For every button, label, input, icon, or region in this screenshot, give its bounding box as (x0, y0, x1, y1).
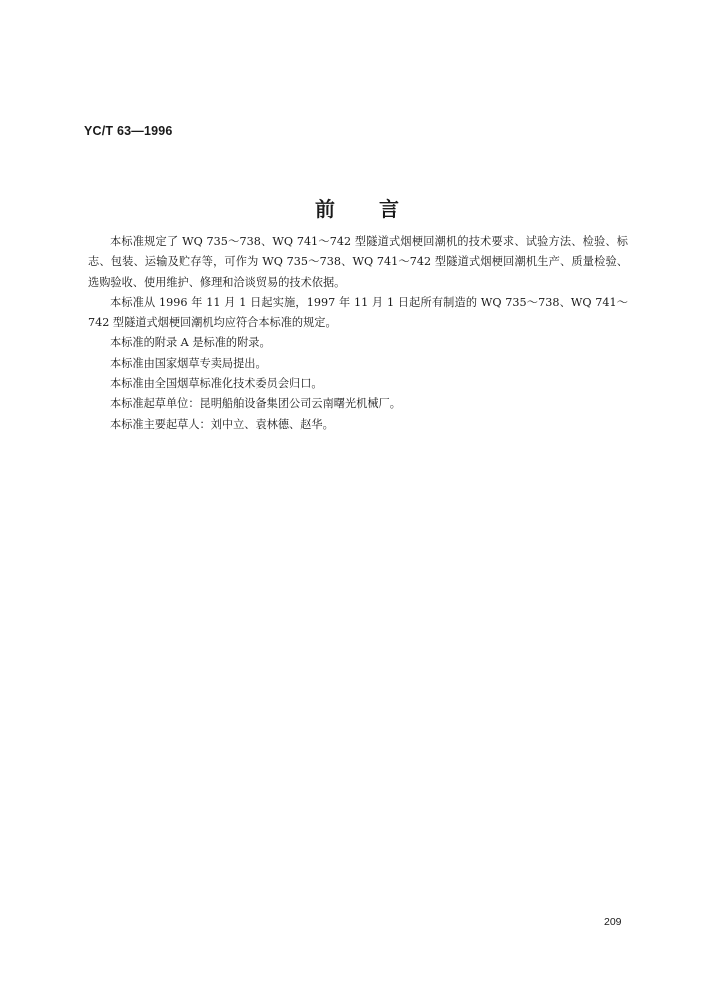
paragraph-appendix: 本标准的附录 A 是标准的附录。 (110, 336, 271, 350)
paragraph-scope: 本标准规定了 WQ 735～738、WQ 741～742 型隧道式烟梗回潮机的技术要求、试验方法、检验、标志、包装、运输及贮存等，可作为 WQ 735～738、WQ 741～742 型隧道式烟梗回潮机生产、质量检验、选购验收、使用维护、修理和洽谈贸易的技术依据。 (88, 235, 628, 289)
document-code: YC/T 63—1996 (84, 124, 173, 138)
paragraph-drafters: 本标准主要起草人：刘中立、袁林德、赵华。 (110, 417, 334, 431)
paragraph-drafting-unit: 本标准起草单位：昆明船舶设备集团公司云南曙光机械厂。 (110, 397, 401, 411)
paragraph-proposed-by: 本标准由国家烟草专卖局提出。 (110, 356, 267, 370)
paragraph-administered-by: 本标准由全国烟草标准化技术委员会归口。 (110, 377, 323, 391)
page-number: 209 (604, 916, 622, 928)
section-title-foreword: 前言 (315, 197, 443, 221)
paragraph-effective-date: 本标准从 1996 年 11 月 1 日起实施，1997 年 11 月 1 日起所有制造的 WQ 735～738、WQ 741～742 型隧道式烟梗回潮机均应符合本标准的规定。 (88, 295, 628, 330)
foreword-body (88, 232, 628, 435)
